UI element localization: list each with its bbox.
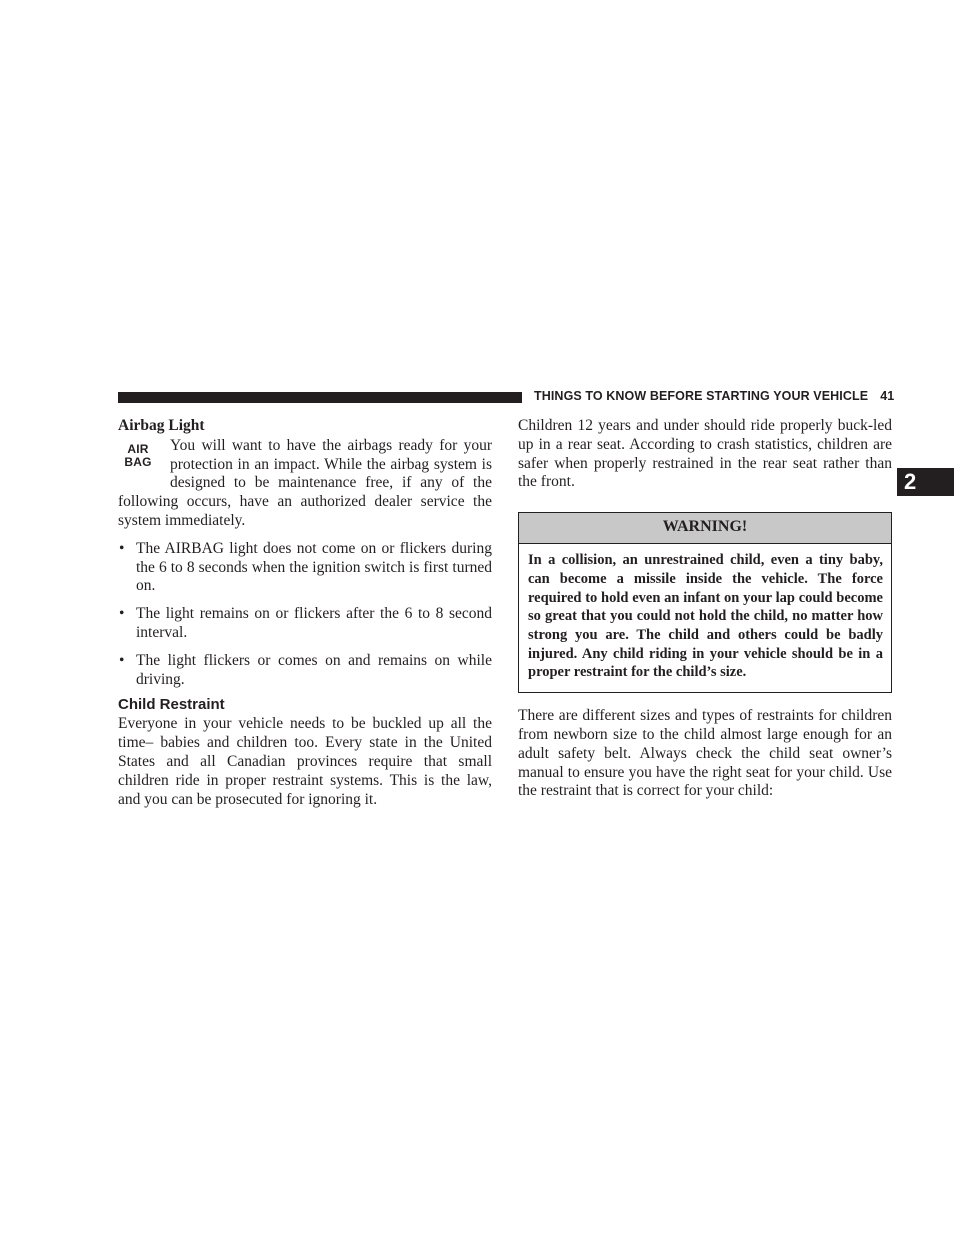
restraint-sizes-paragraph: There are different sizes and types of restraints for children from newborn size to the child almost large enough for an adult safety belt. Always check the child seat owner’s manual to ensure you have the right seat for your child. Use the restraint that is correct for your child: (518, 707, 892, 800)
airbag-light-heading: Airbag Light (118, 417, 205, 434)
children-intro-paragraph: Children 12 years and under should ride properly buck-led up in a rear seat. According to crash statistics, children are safer when properly restrained in the rear seat rather than the front. (518, 417, 892, 491)
warning-box (518, 512, 892, 693)
chapter-tab: 2 (897, 468, 954, 496)
section-title: THINGS TO KNOW BEFORE STARTING YOUR VEHICLE (534, 389, 869, 403)
airbag-paragraph: You will want to have the airbags ready for your protection in an impact. While the airbag system is designed to be maintenance free, if any of the following occurs, have an authorized dealer service the system immediately. (118, 436, 492, 529)
right-column (518, 417, 892, 801)
left-column (118, 417, 492, 809)
running-header (534, 389, 894, 403)
list-item: • The light flickers or comes on and remains on while driving. (118, 652, 492, 690)
airbag-warning-icon (118, 440, 158, 478)
child-restraint-heading: Child Restraint (118, 696, 225, 714)
list-item: • The light remains on or flickers after the 6 to 8 second interval. (118, 605, 492, 643)
header-rule (118, 392, 522, 403)
airbag-conditions-list (118, 540, 492, 690)
airbag-icon-line1: AIR (127, 441, 149, 456)
child-restraint-paragraph: Everyone in your vehicle needs to be buckled up all the time– babies and children too. Every state in the United States and all Canadian provinces require that small children ride in proper restraint systems. This is the law, and you can be prosecuted for ignoring it. (118, 715, 492, 808)
list-item: • The AIRBAG light does not come on or flickers during the 6 to 8 seconds when the ignition switch is first turned on. (118, 540, 492, 596)
warning-title: WARNING! (519, 513, 891, 544)
airbag-icon-line2: BAG (124, 454, 152, 469)
page-number: 41 (880, 389, 895, 403)
warning-text: In a collision, an unrestrained child, even a tiny baby, can become a missile inside the vehicle. The force required to hold even an infant on your lap could become so great that you could not hold the child, no matter how strong you are. The child and others could be badly injured. Any child riding in your vehicle should be in a proper restraint for the child’s size. (528, 552, 883, 681)
